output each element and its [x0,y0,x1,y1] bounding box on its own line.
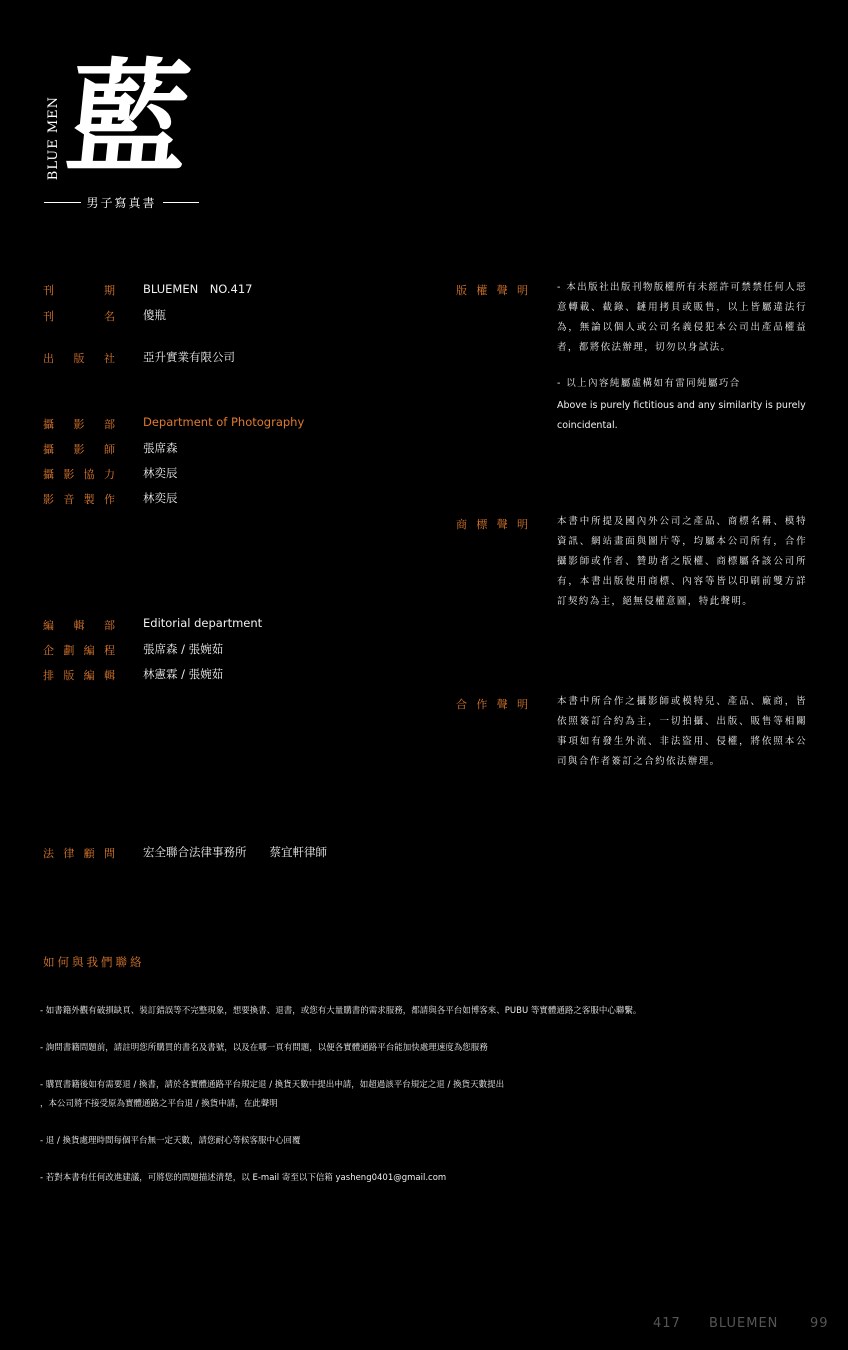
credit-label: 攝 影 部 [43,418,115,431]
cooperation-text: 本書中所合作之攝影師或模特兒、產品、廠商，皆依照簽訂合約為主，一切拍攝、出版、販售等相關事項如有發生外流、非法盜用、侵權，將依照本公司與合作者簽訂之合約依法辦理。 [557,696,807,767]
credit-label: 編 輯 部 [43,619,115,632]
fiction-note: - 以上內容純屬虛構如有雷同純屬巧合 [557,378,741,389]
credit-value: BLUEMEN NO.417 [143,282,253,296]
credit-value: 宏全聯合法律事務所 蔡宜軒律師 [143,845,327,859]
credit-label: 出 版 社 [43,352,115,365]
credit-value: 張席森 [143,441,178,455]
credit-label: 法 律 顧 問 [43,847,115,860]
contact-heading: 如何與我們聯絡 [43,955,145,969]
credit-label: 企 劃 編 程 [43,644,115,657]
logo-main-character: 藍 [60,45,198,189]
logo-rule-left [44,202,81,203]
credit-value: 張席森 / 張婉茹 [143,642,224,656]
trademark-text: 本書中所提及國內外公司之產品、商標名稱、模特資訊、網站畫面與圖片等，均屬本公司所有，合作攝影師或作者、贊助者之版權、商標屬各該公司所有，本書出版使用商標、內容等皆以印刷前雙方詳訂契約為主，絕無侵權意圖，特此聲明。 [557,516,807,607]
credit-value: 林憲霖 / 張婉茹 [143,667,224,681]
contact-line-1: - 如書籍外觀有破損缺頁、裝訂錯誤等不完整現象，想要換書、退書，或您有大量購書的需求服務，都請與各平台如博客來、PUBU 等實體通路之客服中心聯繫。 [40,1006,642,1016]
credit-value: Department of Photography [143,415,305,429]
footer-page-number: 99 [810,1316,829,1331]
credit-label: 刊 期 [43,284,115,297]
copyright-label: 版 權 聲 明 [456,284,528,297]
logo-subtitle [44,194,199,211]
contact-line-5: - 退 / 換貨處理時間每個平台無一定天數，請您耐心等候客服中心回覆 [40,1136,301,1146]
cooperation-label: 合 作 聲 明 [456,698,528,711]
credit-label: 攝 影 協 力 [43,468,115,481]
contact-line-6: - 若對本書有任何改進建議，可將您的問題描述清楚，以 E-mail 寄至以下信箱 yasheng0401@gmail.com [40,1173,447,1183]
credit-value: Editorial department [143,616,263,630]
logo-rule-right [163,202,200,203]
logo-subtitle-text: 男子寫真書 [86,196,157,210]
footer-brand: BLUEMEN [709,1316,779,1331]
logo-vertical-text: BLUE MEN [46,96,61,181]
credit-value: 林奕辰 [143,466,178,480]
credit-label: 排 版 編 輯 [43,669,115,682]
trademark-label: 商 標 聲 明 [456,518,528,531]
credit-value: 林奕辰 [143,491,178,505]
fiction-note-english: Above is purely fictitious and any similarity is purely coincidental. [557,400,806,431]
credit-label: 影 音 製 作 [43,493,115,506]
footer-issue-number: 417 [653,1316,681,1331]
credit-value: 傻瓶 [143,308,166,322]
contact-line-3: - 購買書籍後如有需要退 / 換書，請於各實體通路平台規定退 / 換貨天數中提出申請，如超過該平台規定之退 / 換貨天數提出 [40,1080,505,1090]
credit-value: 亞升實業有限公司 [143,350,235,364]
copyright-text: - 本出版社出版刊物版權所有未經許可禁禁任何人惡意轉載、截錄、鏈用拷貝或販售，以上皆屬違法行為，無論以個人或公司名義侵犯本公司出產品權益者，都將依法辦理，切勿以身試法。 [557,282,807,353]
credit-label: 攝 影 師 [43,443,115,456]
contact-line-4: ，本公司將不接受原為實體通路之平台退 / 換貨申請，在此聲明 [40,1099,278,1109]
credit-label: 刊 名 [43,310,115,323]
contact-line-2: - 詢問書籍問題前，請註明您所購買的書名及書號，以及在哪一頁有問題，以便各實體通路平台能加快處理速度為您服務 [40,1043,488,1053]
